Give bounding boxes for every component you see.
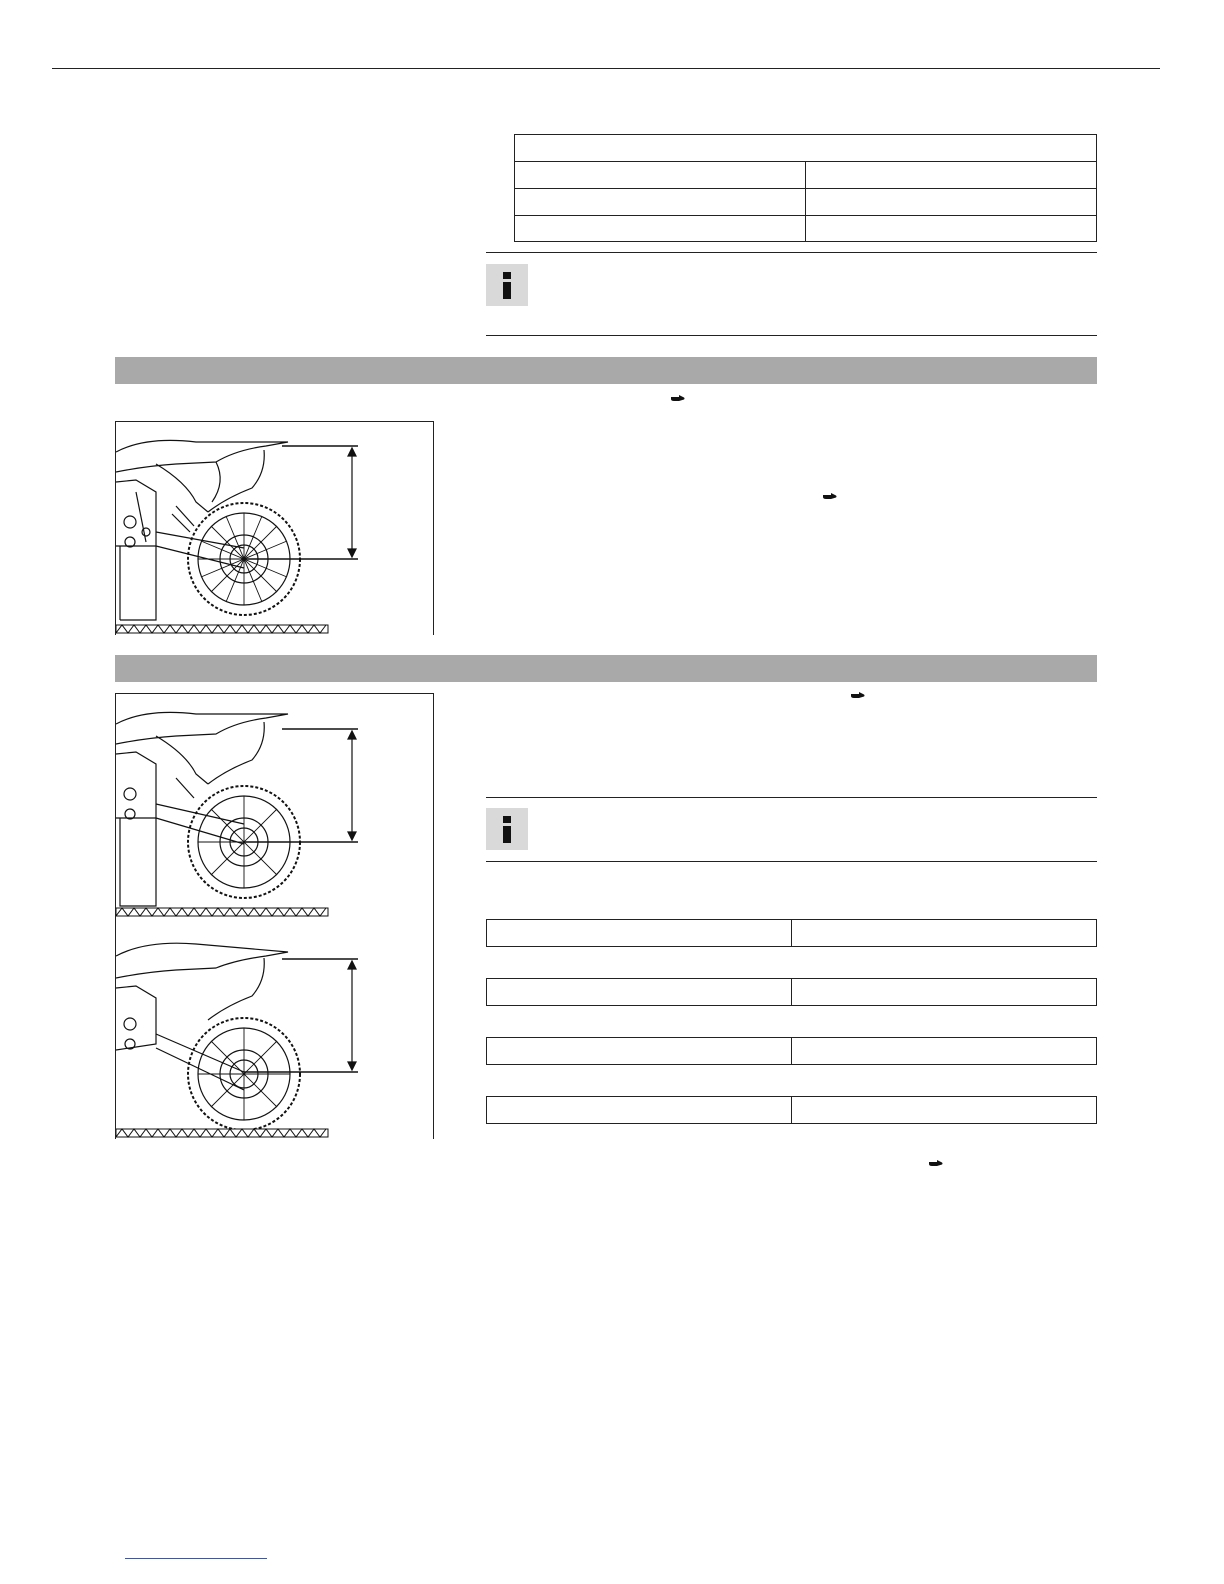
pointing-hand-icon bbox=[670, 393, 686, 403]
motorcycle-rear-height-diagram bbox=[116, 694, 434, 1139]
section-header-bar bbox=[115, 655, 1097, 682]
pointing-hand-icon bbox=[928, 1158, 944, 1168]
pointing-hand-icon bbox=[822, 491, 838, 501]
spec-table-col-divider bbox=[791, 919, 792, 947]
footer-link[interactable] bbox=[125, 1546, 267, 1559]
section-header-bar bbox=[115, 357, 1097, 384]
motorcycle-figure bbox=[115, 421, 434, 635]
info-icon bbox=[486, 264, 528, 306]
info-note-top-rule bbox=[486, 252, 1097, 253]
top-table-col-divider bbox=[805, 161, 806, 242]
motorcycle-rear-height-diagram bbox=[116, 422, 434, 635]
pointing-hand-icon bbox=[850, 690, 866, 700]
info-note-bottom-rule bbox=[486, 335, 1097, 336]
info-note-top-rule bbox=[486, 797, 1097, 798]
info-note-bottom-rule bbox=[486, 861, 1097, 862]
spec-table-col-divider bbox=[791, 1037, 792, 1065]
spec-table-col-divider bbox=[791, 978, 792, 1006]
info-icon bbox=[486, 808, 528, 850]
motorcycle-figure bbox=[115, 693, 434, 1139]
page-top-rule bbox=[52, 68, 1160, 69]
spec-table-col-divider bbox=[791, 1096, 792, 1124]
